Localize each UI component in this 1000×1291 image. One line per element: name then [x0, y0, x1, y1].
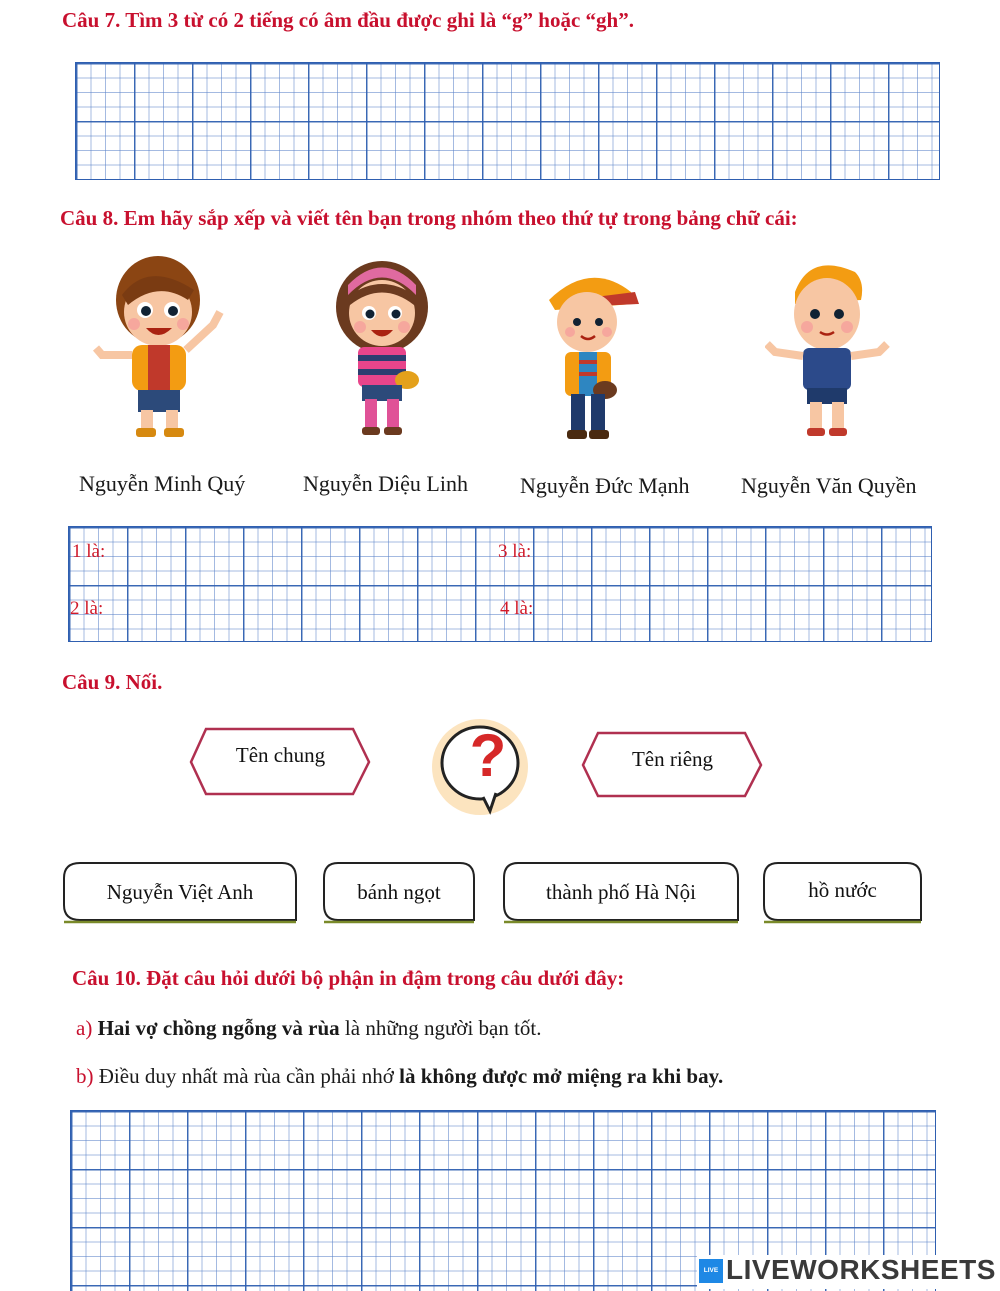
sentence-b-bold: là không được mở miệng ra khi bay. — [399, 1064, 724, 1088]
word-thanh-pho-ha-noi: thành phố Hà Nội — [546, 880, 696, 904]
question-7-title: Câu 7. Tìm 3 từ có 2 tiếng có âm đầu được ghi là “g” hoặc “gh”. — [62, 8, 634, 32]
boy-character-3-image — [765, 252, 890, 447]
sentence-a-rest: là những người bạn tốt. — [339, 1016, 542, 1040]
name-nguyen-minh-quy: Nguyễn Minh Quý — [79, 471, 246, 496]
answer-label-2: 2 là: — [70, 598, 104, 619]
category-ten-rieng: Tên riêng — [631, 747, 714, 771]
sentence-a-marker: a) — [76, 1016, 93, 1040]
category-ten-chung: Tên chung — [235, 743, 326, 767]
name-nguyen-duc-manh: Nguyễn Đức Mạnh — [520, 473, 690, 498]
question-8-title: Câu 8. Em hãy sắp xếp và viết tên bạn trong nhóm theo thứ tự trong bảng chữ cái: — [60, 206, 798, 230]
sentence-b-plain: Điều duy nhất mà rùa cần phải nhớ — [98, 1064, 400, 1088]
name-nguyen-dieu-linh: Nguyễn Diệu Linh — [303, 471, 468, 496]
word-banh-ngot: bánh ngọt — [357, 880, 441, 904]
girl-character-image — [322, 255, 442, 445]
word-ho-nuoc: hồ nước — [808, 878, 877, 902]
word-nguyen-viet-anh: Nguyễn Việt Anh — [106, 880, 254, 904]
answer-label-1: 1 là: — [72, 541, 106, 562]
answer-label-4: 4 là: — [500, 598, 534, 619]
boy-character-2-image — [535, 262, 645, 447]
question-9-title: Câu 9. Nối. — [62, 670, 163, 694]
liveworksheets-logo: LIVEWORKSHEETS — [726, 1254, 996, 1285]
logo-badge-icon: LIVE — [699, 1259, 723, 1283]
question-mark-symbol: ? — [469, 722, 507, 789]
sentence-b-marker: b) — [76, 1064, 94, 1088]
name-nguyen-van-quyen: Nguyễn Văn Quyền — [741, 473, 917, 498]
sentence-b — [76, 1064, 723, 1089]
question-10-title: Câu 10. Đặt câu hỏi dưới bộ phận in đậm trong câu dưới đây: — [72, 966, 625, 990]
writing-grid-q7[interactable] — [75, 62, 940, 180]
sentence-a — [76, 1016, 542, 1041]
boy-character-1-image — [88, 250, 233, 445]
sentence-a-bold: Hai vợ chồng ngỗng và rùa — [97, 1016, 340, 1040]
answer-label-3: 3 là: — [498, 541, 532, 562]
